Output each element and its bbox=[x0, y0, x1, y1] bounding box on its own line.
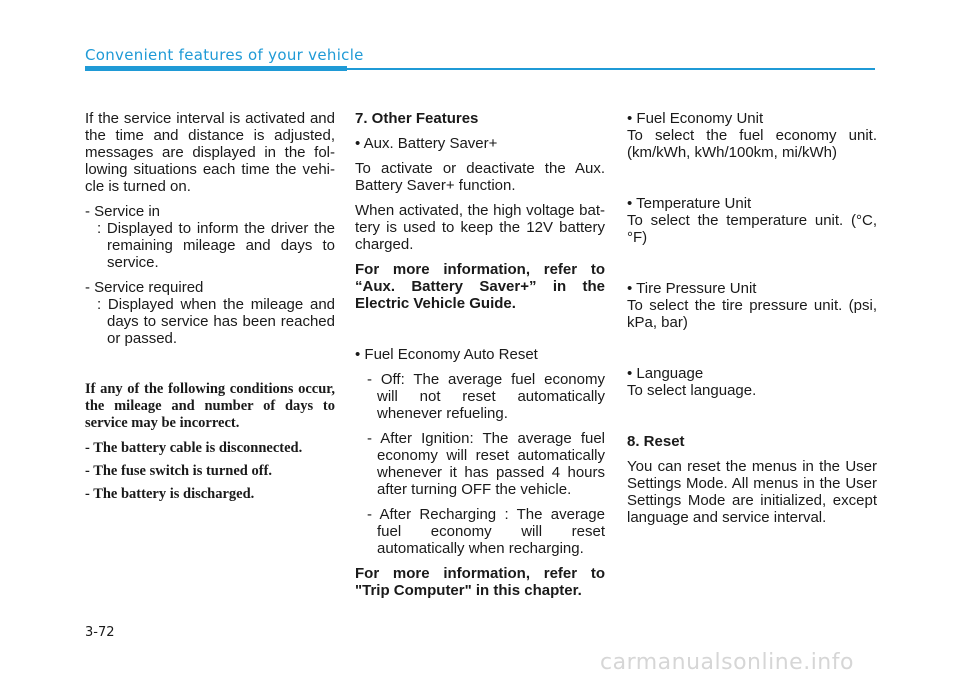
header-rule-line bbox=[347, 68, 875, 70]
fuel-reset-option: - After Recharging : The average fuel economy will reset automatically when recharging. bbox=[367, 506, 605, 557]
fuel-reset-option: - After Ignition: The average fuel economy will reset automatically whenever it has passed 4 hours after turning OFF the vehicle. bbox=[367, 430, 605, 498]
note-intro: If any of the following conditions occur, the mileage and number of days to service may be incorrect. bbox=[85, 381, 335, 431]
aux-battery-saver-detail: When activated, the high voltage bat-tery is used to keep the 12V battery charged. bbox=[355, 202, 605, 253]
aux-battery-saver-description: To activate or deactivate the Aux. Battery Saver+ function. bbox=[355, 160, 605, 194]
service-required-title: - Service required bbox=[85, 279, 204, 296]
intro-paragraph: If the service interval is activated and the time and distance is adjusted, messages are displayed in the fol-lowing situations each time the vehi-cle is turned on. bbox=[85, 110, 335, 195]
temperature-unit-bullet: • Temperature Unit bbox=[627, 195, 752, 212]
service-in-description: : Displayed to inform the driver the remaining mileage and days to service. bbox=[97, 220, 335, 271]
fuel-more-info: For more information, refer to "Trip Computer" in this chapter. bbox=[355, 565, 605, 599]
fuel-economy-unit-bullet: • Fuel Economy Unit bbox=[627, 110, 764, 127]
tire-pressure-unit-description: To select the tire pressure unit. (psi, kPa, bar) bbox=[627, 297, 877, 331]
service-required-description: : Displayed when the mileage and days to service has been reached or passed. bbox=[97, 296, 335, 347]
note-item: - The battery cable is disconnected. bbox=[85, 440, 303, 456]
aux-battery-saver-bullet: • Aux. Battery Saver+ bbox=[355, 135, 498, 152]
column-1 bbox=[85, 110, 335, 509]
language-bullet: • Language bbox=[627, 365, 704, 382]
column-3 bbox=[627, 110, 877, 526]
fuel-economy-reset-bullet: • Fuel Economy Auto Reset bbox=[355, 346, 538, 363]
fuel-economy-unit-description: To select the fuel economy unit. (km/kWh, kWh/100km, mi/kWh) bbox=[627, 127, 877, 161]
section-header-title: Convenient features of your vehicle bbox=[85, 46, 364, 64]
service-in-title: - Service in bbox=[85, 203, 161, 220]
note-item: - The fuse switch is turned off. bbox=[85, 463, 273, 479]
note-item: - The battery is discharged. bbox=[85, 486, 255, 502]
language-description: To select language. bbox=[627, 382, 757, 399]
watermark-text: carmanualsonline.info bbox=[600, 650, 854, 675]
tire-pressure-unit-bullet: • Tire Pressure Unit bbox=[627, 280, 757, 297]
reset-heading: 8. Reset bbox=[627, 433, 685, 450]
header-accent-bar bbox=[85, 66, 347, 71]
other-features-heading: 7. Other Features bbox=[355, 110, 479, 127]
reset-description: You can reset the menus in the User Settings Mode. All menus in the User Settings Mode are initialized, except language and service interval. bbox=[627, 458, 877, 526]
column-2 bbox=[355, 110, 605, 599]
aux-more-info: For more information, refer to “Aux. Battery Saver+” in the Electric Vehicle Guide. bbox=[355, 261, 605, 312]
temperature-unit-description: To select the temperature unit. (°C,°F) bbox=[627, 212, 877, 246]
page-number: 3-72 bbox=[85, 625, 115, 640]
fuel-reset-option: - Off: The average fuel economy will not reset automatically whenever refueling. bbox=[367, 371, 605, 422]
